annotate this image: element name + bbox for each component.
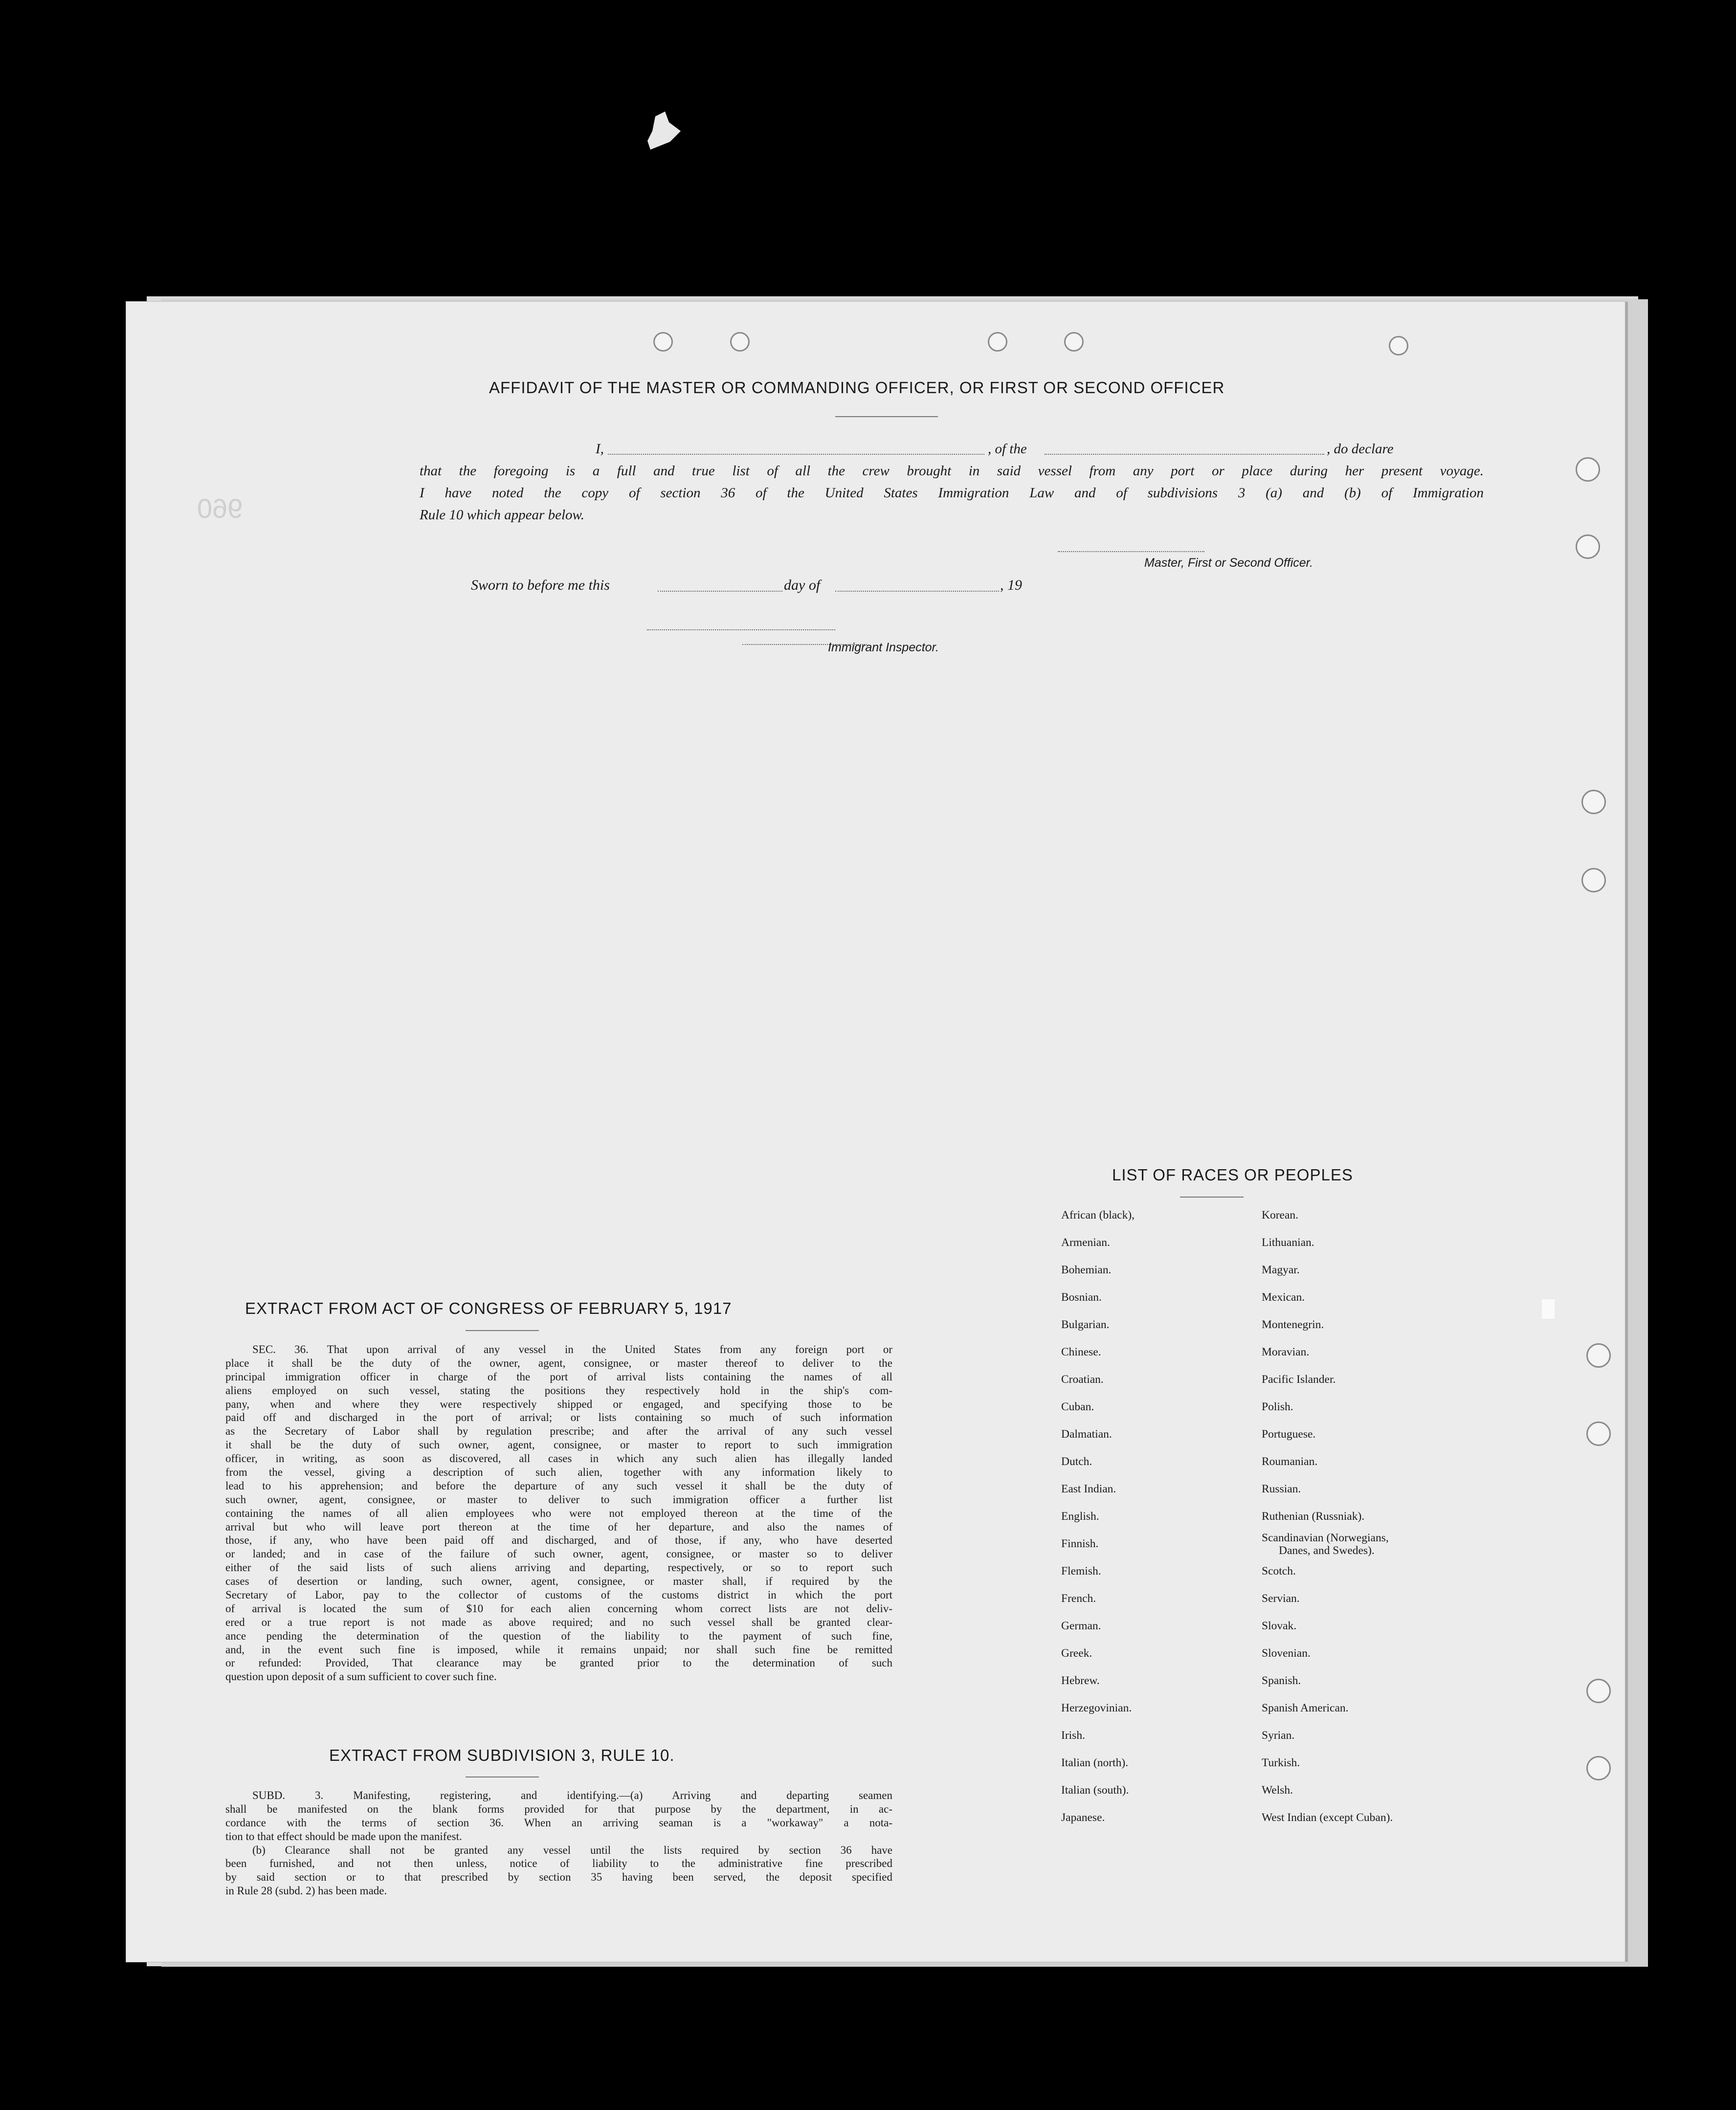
race-item: Lithuanian.: [1262, 1236, 1314, 1249]
race-item: Montenegrin.: [1262, 1318, 1324, 1331]
race-item: Scotch.: [1262, 1565, 1296, 1577]
race-item: Cuban.: [1061, 1400, 1094, 1413]
act-line: lead to his apprehension; and before the departure of any such vessel it shall be the duty of: [225, 1479, 892, 1492]
race-item: Syrian.: [1262, 1729, 1295, 1742]
race-item: Turkish.: [1262, 1756, 1300, 1769]
paper-tab: [1542, 1299, 1555, 1319]
punch-hole: [1389, 336, 1408, 355]
punch-hole: [1064, 332, 1084, 352]
race-item: Slovenian.: [1262, 1647, 1311, 1660]
bleed-page-number: 960: [197, 493, 243, 524]
rule-line: tion to that effect should be made upon the manifest.: [225, 1830, 462, 1843]
master-name-field: [608, 454, 984, 455]
act-line: and, in the event such fine is imposed, while it remains unpaid; nor shall such fine be remitted: [225, 1643, 892, 1656]
extract-act-rule: [466, 1330, 539, 1331]
act-line: principal immigration officer in charge of the port of arrival lists containing the names of all: [225, 1370, 892, 1383]
race-item: Ruthenian (Russniak).: [1262, 1510, 1365, 1523]
race-item: French.: [1061, 1592, 1096, 1605]
race-item: Armenian.: [1061, 1236, 1110, 1249]
race-item: Finnish.: [1061, 1537, 1099, 1550]
act-line: arrival but who will leave port thereon at the time of her departure, and also the names of: [225, 1520, 892, 1533]
race-item: Flemish.: [1061, 1565, 1101, 1577]
race-item: Roumanian.: [1262, 1455, 1318, 1468]
race-item: Spanish American.: [1262, 1702, 1349, 1714]
i-label: I,: [596, 441, 604, 457]
race-item: African (black),: [1061, 1209, 1135, 1222]
sheet-edge: [1625, 302, 1628, 1962]
act-line: those, if any, who have been paid off and discharged, and of those, if any, who have deserted: [225, 1534, 892, 1547]
act-line: or refunded: Provided, That clearance may be granted prior to the determination of such: [225, 1657, 892, 1669]
of-the-label: , of the: [988, 441, 1027, 457]
act-line: Secretary of Labor, pay to the collector of customs of the customs district in which the port: [225, 1589, 892, 1601]
act-line: paid off and discharged in the port of arrival; or lists containing so much of such information: [225, 1411, 892, 1424]
affidavit-title: AFFIDAVIT OF THE MASTER OR COMMANDING OFFICER, OR FIRST OR SECOND OFFICER: [489, 378, 1225, 397]
race-item: Pacific Islander.: [1262, 1373, 1336, 1386]
punch-hole: [653, 332, 673, 352]
race-item: West Indian (except Cuban).: [1262, 1811, 1393, 1824]
act-line: or landed; and in case of the failure of such owner, agent, consignee, or master so to deliver: [225, 1548, 892, 1560]
paper-fragment: [645, 111, 685, 155]
race-item: Dalmatian.: [1061, 1428, 1112, 1441]
race-item: Dutch.: [1061, 1455, 1092, 1468]
act-line: containing the names of all alien employees who were not employed thereon at the time of the: [225, 1507, 892, 1519]
rule-line: been furnished, and not then unless, notice of liability to the administrative fine prescribed: [225, 1857, 892, 1870]
race-item: East Indian.: [1061, 1483, 1116, 1495]
race-item: Italian (south).: [1061, 1784, 1129, 1797]
punch-hole: [1586, 1421, 1611, 1446]
race-item: Welsh.: [1262, 1784, 1293, 1797]
master-signature-label: Master, First or Second Officer.: [1144, 556, 1313, 570]
inspector-signature-line-1: [647, 629, 835, 630]
act-line: cases of desertion or landing, such owner, agent, consignee, or master shall, if required by the: [225, 1575, 892, 1588]
race-item: Mexican.: [1262, 1291, 1305, 1304]
race-item: Slovak.: [1262, 1620, 1297, 1632]
punch-hole: [1586, 1343, 1611, 1368]
race-item: Hebrew.: [1061, 1674, 1100, 1687]
act-line: SEC. 36. That upon arrival of any vessel in the United States from any foreign port or: [252, 1343, 892, 1355]
day-of-label: day of: [784, 577, 821, 593]
rule-line: in Rule 28 (subd. 2) has been made.: [225, 1885, 387, 1897]
race-item: Bohemian.: [1061, 1264, 1112, 1276]
races-rule: [1180, 1197, 1244, 1198]
act-line: pany, when and where they were respectively shipped or engaged, and specifying those to be: [225, 1398, 892, 1410]
vessel-name-field: [1045, 454, 1324, 455]
act-line: as the Secretary of Labor shall by regulation prescribe; and after the arrival of any such vessel: [225, 1425, 892, 1438]
act-line: question upon deposit of a sum sufficient to cover such fine.: [225, 1670, 497, 1683]
rule-line: by said section or to that prescribed by section 35 having been served, the deposit specified: [225, 1871, 892, 1884]
punch-hole: [1586, 1679, 1611, 1703]
punch-hole: [1586, 1756, 1611, 1780]
race-item: Croatian.: [1061, 1373, 1104, 1386]
punch-hole: [988, 332, 1007, 352]
extract-rule-text: [225, 1789, 892, 1898]
race-item: Japanese.: [1061, 1811, 1105, 1824]
race-item: English.: [1061, 1510, 1099, 1523]
title-rule: [835, 416, 938, 417]
affidavit-line-3: I have noted the copy of section 36 of the United States Immigration Law and of subdivisions 3 (a) and (b) of Immigration: [420, 485, 1484, 501]
affidavit-line-1: [420, 441, 1484, 461]
act-line: ance pending the determination of the question of the liability to the payment of such fine,: [225, 1629, 892, 1642]
act-line: it shall be the duty of such owner, agent, consignee, or master to report to such immigration: [225, 1439, 892, 1451]
race-item: Russian.: [1262, 1483, 1301, 1495]
extract-act-text: [225, 1343, 892, 1684]
punch-hole: [1581, 868, 1606, 892]
act-line: officer, in writing, as soon as discovered, all cases in which any such alien has illegally landed: [225, 1452, 892, 1465]
act-line: ered or a true report is not made as above required; and no such vessel shall be granted clear-: [225, 1616, 892, 1628]
race-item: Bosnian.: [1061, 1291, 1102, 1304]
rule-line: shall be manifested on the blank forms provided for that purpose by the department, in ac-: [225, 1802, 892, 1815]
manifest-page: [126, 301, 1625, 1962]
act-line: of arrival is located the sum of $10 for each alien concerning whom correct lists are not deliv-: [225, 1602, 892, 1615]
rule-line: cordance with the terms of section 36. When an arriving seaman is a "workaway" a nota-: [225, 1816, 892, 1829]
races-title: LIST OF RACES OR PEOPLES: [1112, 1166, 1353, 1184]
races-list: [1061, 1209, 1575, 1844]
race-item: Portuguese.: [1262, 1428, 1316, 1441]
rule-line: SUBD. 3. Manifesting, registering, and identifying.—(a) Arriving and departing seamen: [252, 1789, 892, 1801]
punch-hole: [1576, 457, 1600, 482]
act-line: place it shall be the duty of the owner, agent, consignee, or master thereof to deliver to the: [225, 1356, 892, 1369]
punch-hole: [1576, 534, 1600, 559]
race-item: Danes, and Swedes).: [1279, 1544, 1375, 1557]
master-signature-line: [1058, 551, 1204, 552]
affidavit-line-2: that the foregoing is a full and true list of all the crew brought in said vessel from any port or place during her present voyage.: [420, 463, 1484, 479]
race-item: Magyar.: [1262, 1264, 1300, 1276]
inspector-label: Immigrant Inspector.: [828, 641, 939, 654]
extract-rule-title: EXTRACT FROM SUBDIVISION 3, RULE 10.: [329, 1746, 675, 1764]
sworn-day-field: [658, 591, 782, 592]
act-line: either of the said lists of such aliens arriving and departing, respectively, or so to report such: [225, 1561, 892, 1574]
sworn-month-field: [835, 591, 999, 592]
sworn-line: [471, 577, 1204, 597]
race-item: German.: [1061, 1620, 1101, 1632]
act-line: aliens employed on such vessel, stating the positions they respectively hold in the ship's com-: [225, 1384, 892, 1397]
year-label: , 19: [1000, 577, 1022, 593]
race-item: Spanish.: [1262, 1674, 1301, 1687]
act-line: from the vessel, giving a description of such alien, together with any information likely to: [225, 1466, 892, 1479]
race-item: Moravian.: [1262, 1346, 1310, 1358]
punch-hole: [730, 332, 750, 352]
race-item: Servian.: [1262, 1592, 1300, 1605]
extract-act-title: EXTRACT FROM ACT OF CONGRESS OF FEBRUARY 5, 1917: [245, 1299, 732, 1317]
race-item: Irish.: [1061, 1729, 1085, 1742]
punch-hole: [1581, 790, 1606, 814]
race-item: Chinese.: [1061, 1346, 1101, 1358]
act-line: such owner, agent, consignee, or master to deliver to such immigration officer a further list: [225, 1493, 892, 1506]
do-declare-label: , do declare: [1327, 441, 1394, 457]
affidavit-line-4: Rule 10 which appear below.: [420, 507, 584, 523]
race-item: Bulgarian.: [1061, 1318, 1110, 1331]
race-item: Polish.: [1262, 1400, 1293, 1413]
race-item: Italian (north).: [1061, 1756, 1129, 1769]
race-item: Scandinavian (Norwegians,: [1262, 1532, 1389, 1544]
sworn-label: Sworn to before me this: [471, 577, 610, 593]
rule-line: (b) Clearance shall not be granted any vessel until the lists required by section 36 have: [252, 1843, 892, 1856]
race-item: Korean.: [1262, 1209, 1299, 1222]
race-item: Herzegovinian.: [1061, 1702, 1132, 1714]
race-item: Greek.: [1061, 1647, 1092, 1660]
